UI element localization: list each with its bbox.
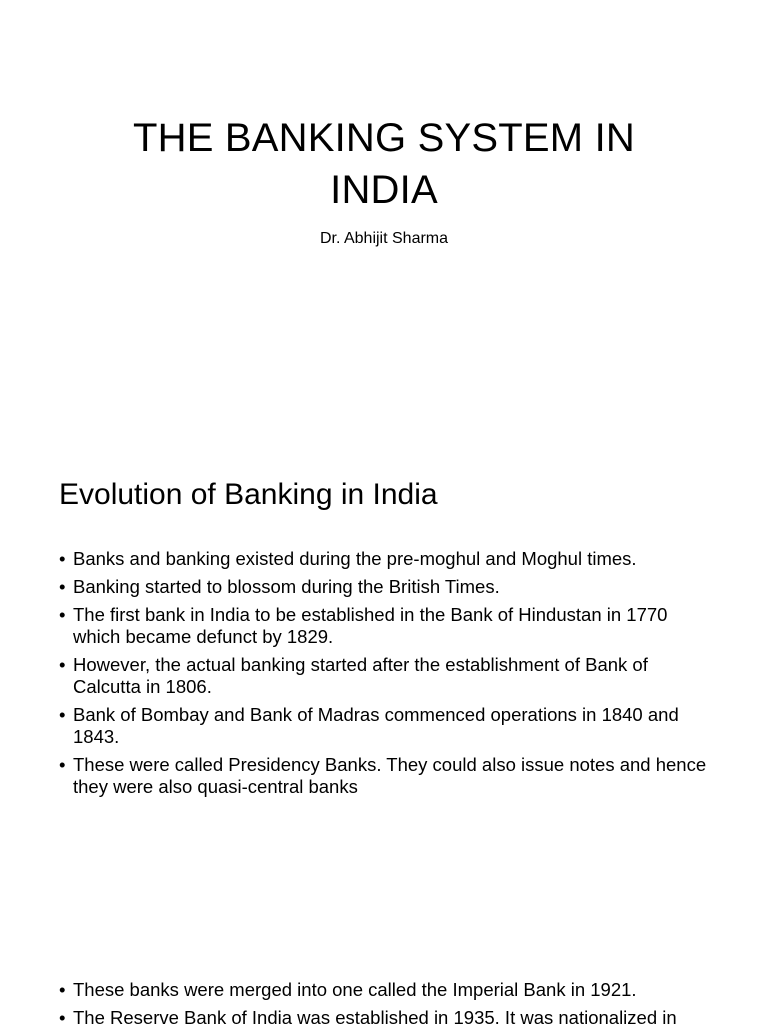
- bullet-text: The Reserve Bank of India was established in 1935. It was nationalized in: [73, 1007, 677, 1024]
- list-item: [59, 548, 719, 570]
- list-item: [59, 704, 719, 748]
- bullet-icon: •: [59, 548, 66, 569]
- list-item: [59, 604, 719, 648]
- list-item: [59, 1007, 699, 1024]
- bullet-icon: •: [59, 604, 66, 625]
- list-item: [59, 576, 719, 598]
- bullet-icon: •: [59, 979, 66, 1000]
- bullet-text: Banking started to blossom during the British Times.: [73, 576, 500, 597]
- bullet-text: Banks and banking existed during the pre-moghul and Moghul times.: [73, 548, 637, 569]
- author-name: Dr. Abhijit Sharma: [319, 230, 449, 247]
- presentation-title: [84, 112, 684, 216]
- bullet-icon: •: [59, 754, 66, 775]
- title-line-1: THE BANKING SYSTEM IN: [132, 116, 636, 160]
- bullet-text: Bank of Bombay and Bank of Madras commenced operations in 1840 and 1843.: [73, 704, 679, 747]
- bullet-icon: •: [59, 576, 66, 597]
- list-item: [59, 654, 719, 698]
- list-item: [59, 979, 699, 1001]
- list-item: [59, 754, 719, 798]
- bullet-list: [59, 548, 719, 804]
- title-line-2: INDIA: [330, 168, 438, 212]
- bullet-icon: •: [59, 704, 66, 725]
- content-slide-evolution: [0, 430, 768, 950]
- bullet-text: The first bank in India to be established in the Bank of Hindustan in 1770 which became defunct by 1829.: [73, 604, 668, 647]
- bullet-list: [59, 979, 699, 1024]
- bullet-text: These were called Presidency Banks. They could also issue notes and hence they were also quasi-central banks: [73, 754, 707, 797]
- bullet-text: However, the actual banking started after the establishment of Bank of Calcutta in 1806.: [73, 654, 648, 697]
- content-slide-continued: [0, 950, 768, 1024]
- bullet-icon: •: [59, 654, 66, 675]
- title-slide: [0, 0, 768, 430]
- bullet-icon: •: [59, 1007, 66, 1024]
- slide-heading: Evolution of Banking in India: [59, 478, 438, 511]
- bullet-text: These banks were merged into one called the Imperial Bank in 1921.: [73, 979, 637, 1000]
